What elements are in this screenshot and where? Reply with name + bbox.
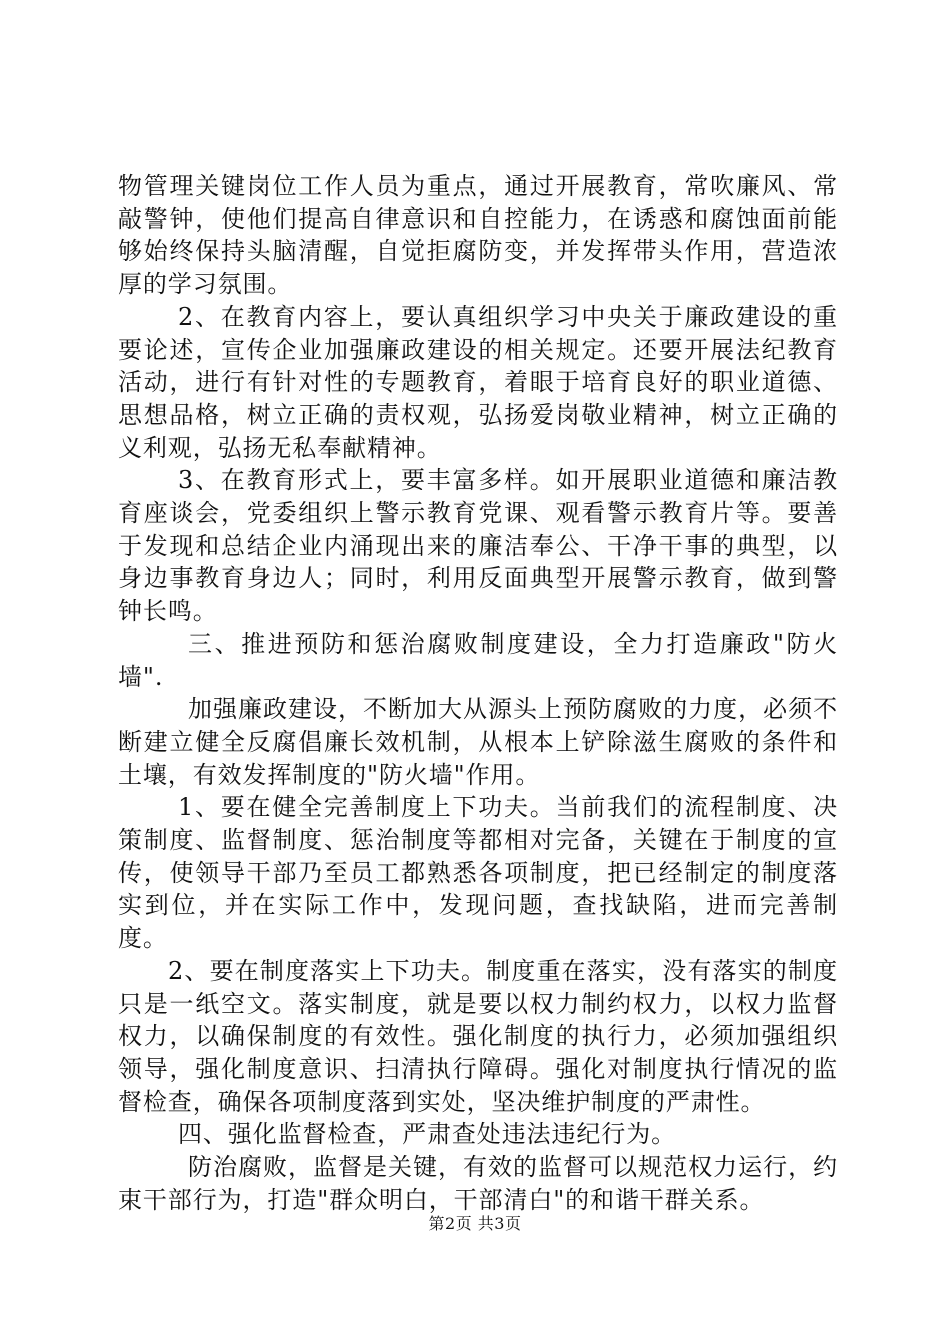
document-body (118, 170, 838, 1217)
section-heading-three: 三、推进预防和惩治腐败制度建设，全力打造廉政"防火墙". (118, 629, 838, 691)
paragraph-education-content: 2、在教育内容上，要认真组织学习中央关于廉政建设的重要论述，宣传企业加强廉政建设的相关规定。还要开展法纪教育活动，进行有针对性的专题教育，着眼于培育良好的职业道德、思想品格，树立正确的责权观，弘扬爱岗敬业精神，树立正确的义利观，弘扬无私奉献精神。 (118, 302, 838, 462)
paragraph-implement-system: 2、要在制度落实上下功夫。制度重在落实，没有落实的制度只是一纸空文。落实制度，就是要以权力制约权力，以权力监督权力，以确保制度的有效性。强化制度的执行力，必须加强组织领导，强化制度意识、扫清执行障碍。强化对制度执行情况的监督检查，确保各项制度落到实处，坚决维护制度的严肃性。 (118, 956, 838, 1116)
page-footer: 第2页 共3页 (428, 1214, 522, 1233)
paragraph-strengthen-integrity: 加强廉政建设，不断加大从源头上预防腐败的力度，必须不断建立健全反腐倡廉长效机制，从根本上铲除滋生腐败的条件和土壤，有效发挥制度的"防火墙"作用。 (118, 695, 838, 789)
paragraph-improve-system: 1、要在健全完善制度上下功夫。当前我们的流程制度、决策制度、监督制度、惩治制度等都相对完备，关键在于制度的宣传，使领导干部乃至员工都熟悉各项制度，把已经制定的制度落实到位，并在实际工作中，发现问题，查找缺陷，进而完善制度。 (118, 793, 838, 953)
paragraph-supervision: 防治腐败，监督是关键，有效的监督可以规范权力运行，约束干部行为，打造"群众明白，干部清白"的和谐干群关系。 (118, 1153, 838, 1214)
paragraph-education-form: 3、在教育形式上，要丰富多样。如开展职业道德和廉洁教育座谈会，党委组织上警示教育党课、观看警示教育片等。要善于发现和总结企业内涌现出来的廉洁奉公、干净干事的典型，以身边事教育身边人；同时，利用反面典型开展警示教育，做到警钟长鸣。 (118, 466, 838, 626)
section-heading-four: 四、强化监督检查，严肃查处违法违纪行为。 (178, 1120, 676, 1149)
paragraph-key-positions: 物管理关键岗位工作人员为重点，通过开展教育，常吹廉风、常敲警钟，使他们提高自律意识和自控能力，在诱惑和腐蚀面前能够始终保持头脑清醒，自觉拒腐防变，并发挥带头作用，营造浓厚的学习氛围。 (118, 172, 838, 299)
